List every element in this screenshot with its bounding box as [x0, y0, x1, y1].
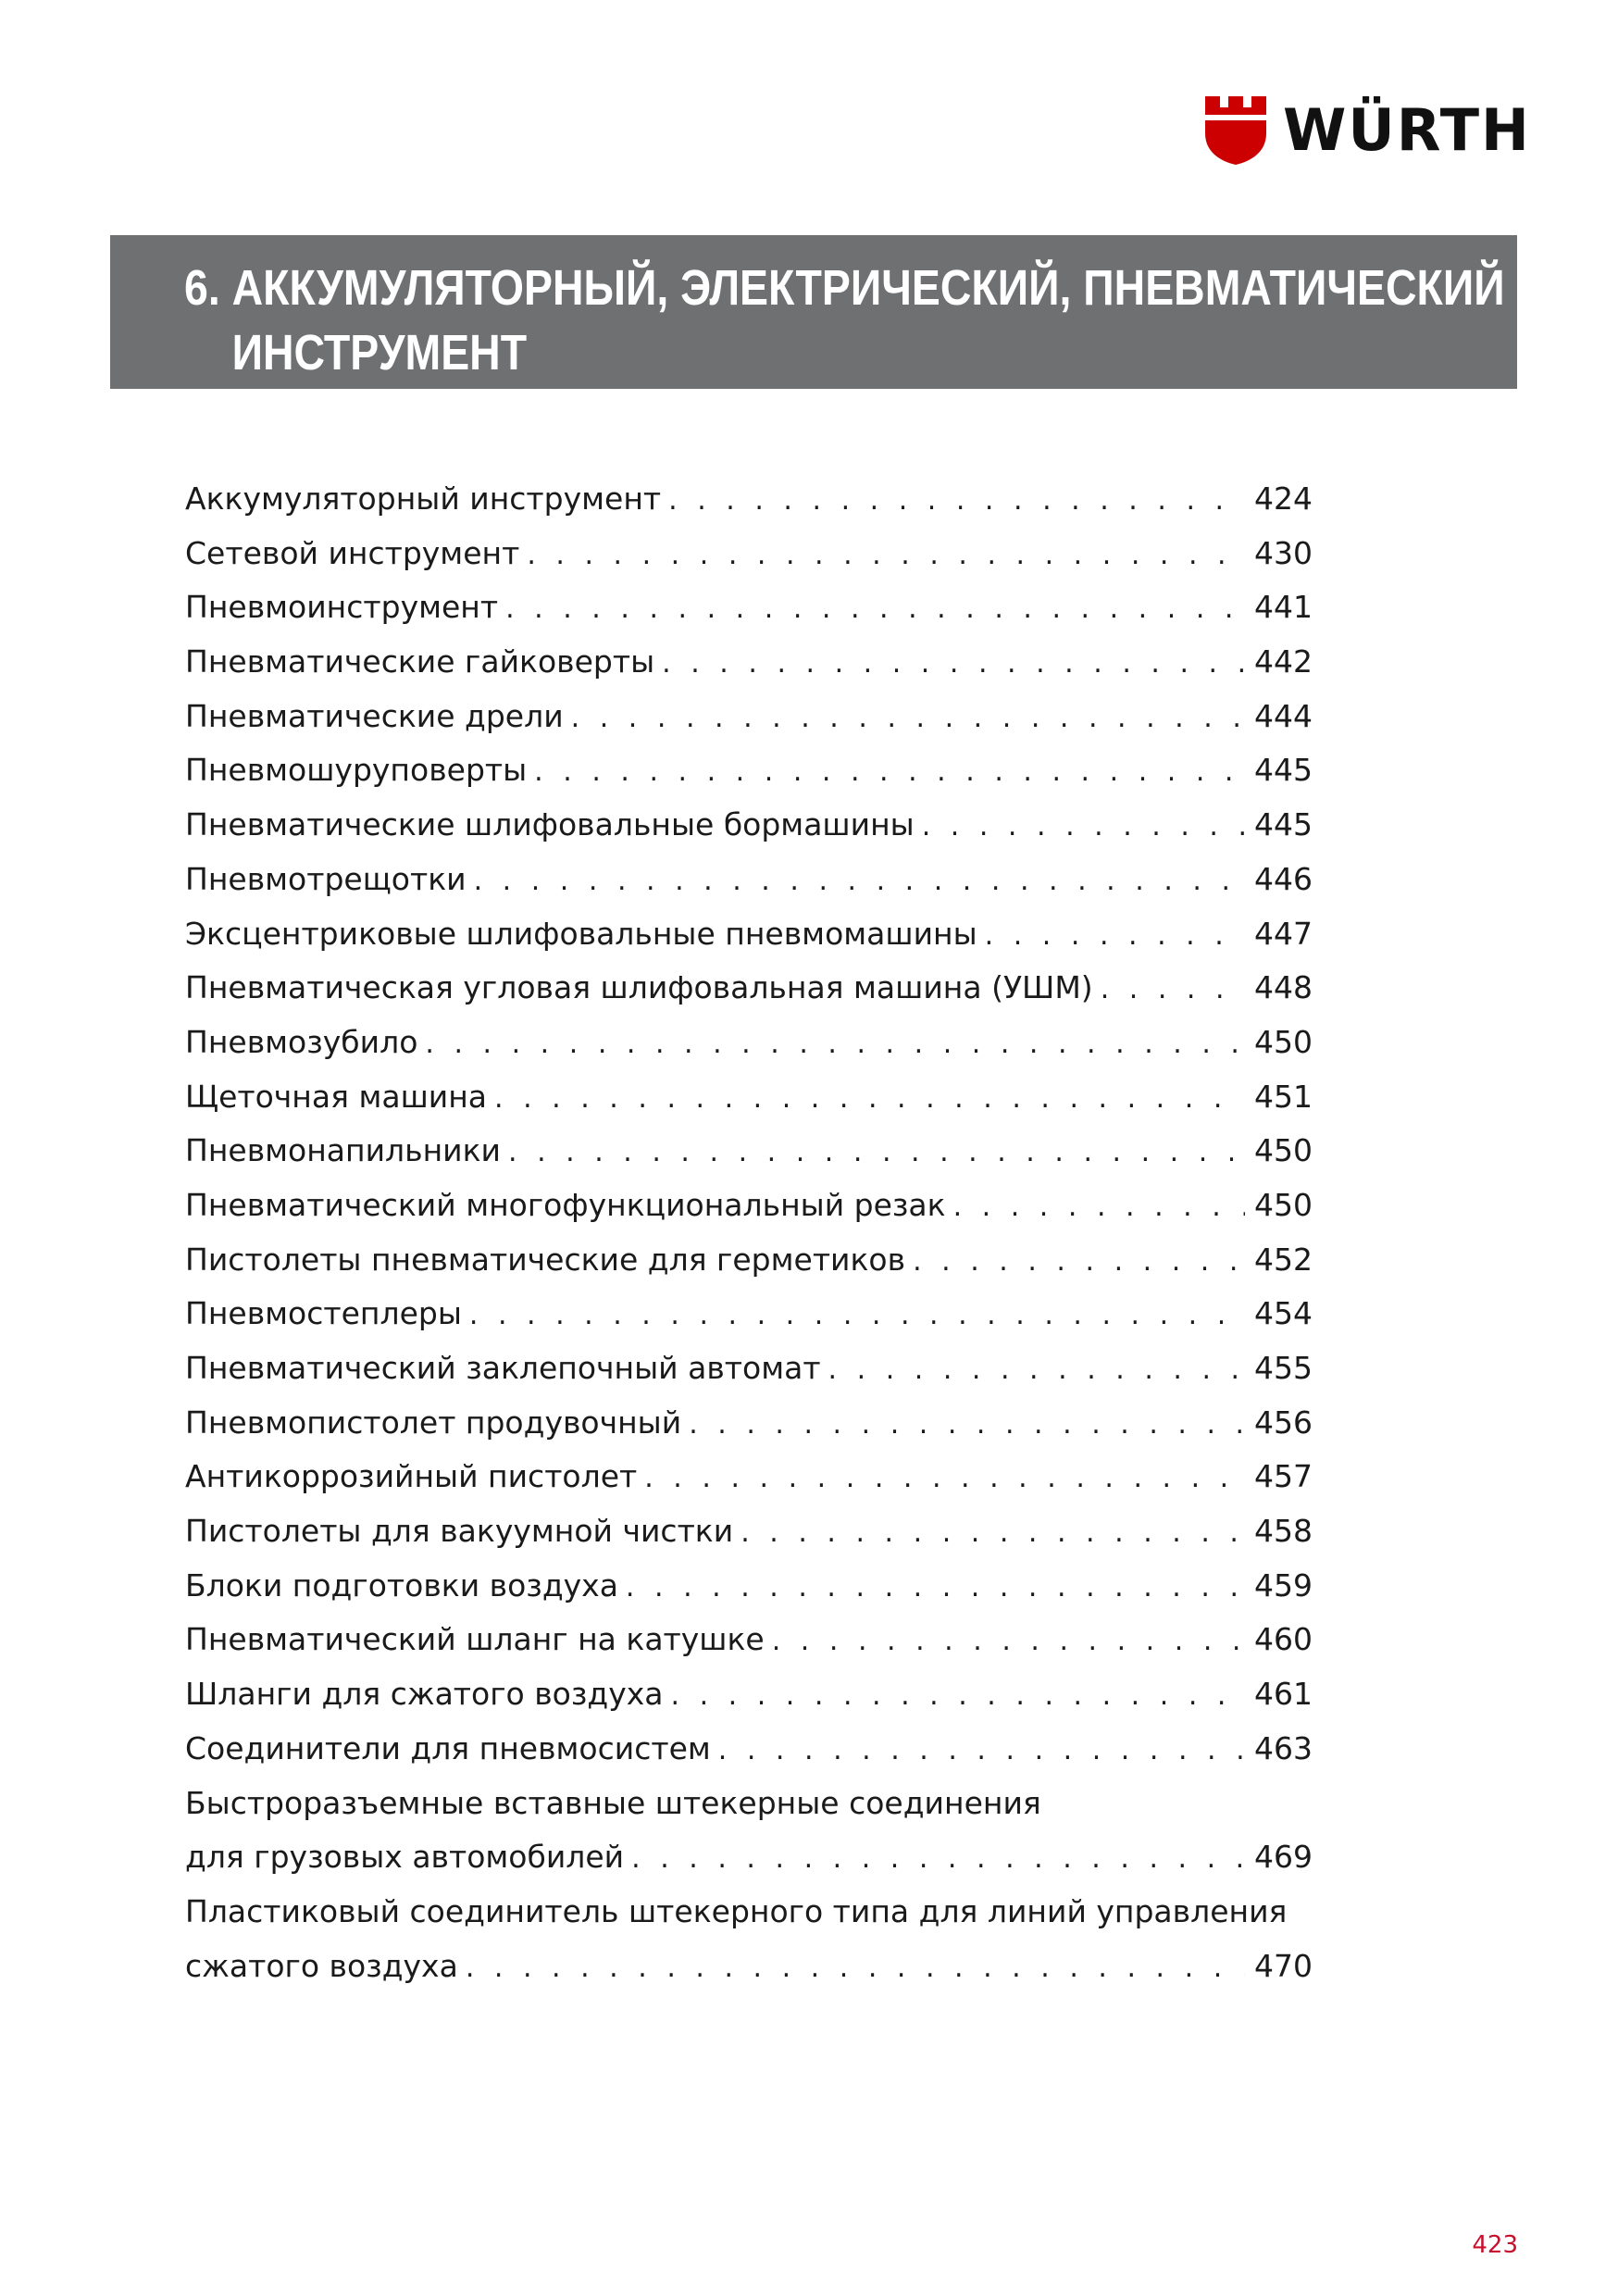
toc-entry-title: Пневматический шланг на катушке	[185, 1621, 765, 1658]
toc-dot-leader	[662, 637, 1245, 692]
toc-entry	[185, 1016, 1313, 1070]
toc-entry-page: 448	[1254, 969, 1313, 1006]
toc-entry	[185, 1777, 1313, 1831]
toc-entry	[185, 798, 1313, 853]
section-title-line-1: 6. АККУМУЛЯТОРНЫЙ, ЭЛЕКТРИЧЕСКИЙ, ПНЕВМАТИЧЕСКИЙ	[184, 260, 1505, 316]
toc-entry	[185, 1504, 1313, 1559]
section-header	[110, 235, 1517, 389]
toc-dot-leader	[718, 1724, 1245, 1778]
toc-entry-page: 470	[1254, 1947, 1313, 1984]
toc-dot-leader	[425, 1017, 1245, 1072]
toc-entry-page: 444	[1254, 697, 1313, 734]
toc-entry	[185, 1233, 1313, 1288]
toc-entry-title: Эксцентриковые шлифовальные пневмомашины	[185, 915, 977, 952]
toc-entry	[185, 1830, 1313, 1885]
table-of-contents	[185, 472, 1313, 1993]
toc-entry	[185, 1722, 1313, 1777]
toc-entry-page: 441	[1254, 589, 1313, 626]
toc-dot-leader	[772, 1615, 1245, 1669]
toc-entry-page: 445	[1254, 806, 1313, 843]
toc-dot-leader	[913, 1235, 1245, 1290]
toc-entry-page: 430	[1254, 534, 1313, 571]
section-title-line-2: ИНСТРУМЕНТ	[231, 325, 528, 381]
toc-entry	[185, 743, 1313, 798]
toc-entry-page: 447	[1254, 915, 1313, 952]
toc-dot-leader	[985, 909, 1245, 964]
toc-dot-leader	[469, 1289, 1245, 1343]
toc-entry-title: Щеточная машина	[185, 1078, 488, 1115]
toc-entry-title: Пневматические гайковерты	[185, 643, 655, 680]
wurth-logo-icon	[1205, 96, 1266, 165]
toc-entry-title: Пневмостеплеры	[185, 1295, 462, 1332]
toc-dot-leader	[668, 474, 1245, 529]
toc-entry	[185, 472, 1313, 527]
toc-entry	[185, 1396, 1313, 1451]
toc-entry-title: сжатого воздуха	[185, 1947, 458, 1984]
toc-entry-page: 451	[1254, 1078, 1313, 1115]
toc-dot-leader	[689, 1398, 1245, 1453]
toc-entry	[185, 907, 1313, 962]
toc-dot-leader	[741, 1506, 1245, 1561]
toc-entry-title: для грузовых автомобилей	[185, 1839, 625, 1876]
toc-entry	[185, 1885, 1313, 1940]
toc-entry	[185, 961, 1313, 1016]
toc-entry-page: 450	[1254, 1023, 1313, 1060]
toc-entry-title: Антикоррозийный пистолет	[185, 1458, 638, 1495]
toc-dot-leader	[631, 1832, 1245, 1887]
toc-entry-page: 461	[1254, 1676, 1313, 1713]
toc-entry-title: Пневматическая угловая шлифовальная машина (УШМ)	[185, 969, 1093, 1006]
toc-dot-leader	[527, 529, 1245, 583]
toc-dot-leader	[828, 1343, 1245, 1398]
toc-entry-title: Пневмопистолет продувочный	[185, 1404, 682, 1441]
toc-entry-title: Пневмоинструмент	[185, 589, 499, 626]
toc-entry-page: 458	[1254, 1513, 1313, 1550]
toc-entry-title: Пневмотрещотки	[185, 860, 467, 897]
toc-entry	[185, 690, 1313, 744]
toc-entry	[185, 1940, 1313, 1994]
toc-dot-leader	[508, 1126, 1245, 1180]
toc-entry-page: 469	[1254, 1839, 1313, 1876]
toc-entry-page: 452	[1254, 1241, 1313, 1278]
toc-entry-title: Пневмозубило	[185, 1023, 418, 1060]
toc-entry-title: Сетевой инструмент	[185, 534, 520, 571]
toc-entry-page: 454	[1254, 1295, 1313, 1332]
toc-entry-page: 459	[1254, 1566, 1313, 1603]
toc-entry-title: Быстроразъемные вставные штекерные соединения	[185, 1784, 1041, 1821]
toc-dot-leader	[953, 1180, 1245, 1235]
page-number: 423	[1472, 2231, 1518, 2259]
toc-entry	[185, 1124, 1313, 1179]
brand-name: WÜRTH	[1283, 96, 1531, 164]
toc-dot-leader	[505, 582, 1245, 637]
toc-entry	[185, 580, 1313, 635]
toc-entry	[185, 635, 1313, 690]
toc-entry-page: 455	[1254, 1350, 1313, 1386]
toc-entry	[185, 1559, 1313, 1614]
toc-entry-title: Соединители для пневмосистем	[185, 1729, 711, 1766]
toc-entry	[185, 1450, 1313, 1504]
toc-entry-title: Пневмошуруповерты	[185, 752, 528, 789]
toc-entry-title: Пневматические дрели	[185, 697, 564, 734]
toc-dot-leader	[626, 1561, 1245, 1616]
toc-dot-leader	[922, 800, 1245, 855]
toc-entry-page: 456	[1254, 1404, 1313, 1441]
toc-dot-leader	[1101, 963, 1245, 1017]
toc-entry-page: 460	[1254, 1621, 1313, 1658]
toc-entry-title: Пневматические шлифовальные бормашины	[185, 806, 915, 843]
toc-entry	[185, 1667, 1313, 1722]
toc-entry-title: Пневматический многофункциональный резак	[185, 1186, 946, 1223]
toc-dot-leader	[571, 692, 1245, 746]
toc-entry	[185, 853, 1313, 907]
toc-entry-title: Пластиковый соединитель штекерного типа для линий управления	[185, 1892, 1288, 1929]
toc-dot-leader	[494, 1072, 1245, 1127]
toc-entry	[185, 1070, 1313, 1125]
toc-entry-page: 450	[1254, 1186, 1313, 1223]
toc-entry	[185, 1179, 1313, 1233]
toc-entry-title: Пистолеты для вакуумной чистки	[185, 1513, 734, 1550]
toc-entry-page: 424	[1254, 480, 1313, 517]
brand-logo	[1205, 96, 1531, 165]
toc-dot-leader	[466, 1941, 1245, 1996]
toc-entry-page: 463	[1254, 1729, 1313, 1766]
toc-dot-leader	[534, 745, 1245, 800]
toc-entry-page: 457	[1254, 1458, 1313, 1495]
toc-entry-title: Пневматический заклепочный автомат	[185, 1350, 821, 1386]
section-title	[184, 256, 1505, 385]
toc-entry	[185, 1287, 1313, 1341]
toc-dot-leader	[671, 1669, 1245, 1724]
toc-entry-title: Пистолеты пневматические для герметиков	[185, 1241, 906, 1278]
toc-entry-title: Шланги для сжатого воздуха	[185, 1676, 664, 1713]
toc-entry-title: Аккумуляторный инструмент	[185, 480, 662, 517]
toc-entry-page: 450	[1254, 1132, 1313, 1169]
toc-entry	[185, 1341, 1313, 1396]
toc-dot-leader	[644, 1452, 1245, 1506]
toc-dot-leader	[474, 855, 1245, 909]
toc-entry-title: Пневмонапильники	[185, 1132, 501, 1169]
toc-entry-page: 446	[1254, 860, 1313, 897]
toc-entry-page: 442	[1254, 643, 1313, 680]
toc-entry	[185, 527, 1313, 581]
toc-entry-title: Блоки подготовки воздуха	[185, 1566, 618, 1603]
toc-entry-page: 445	[1254, 752, 1313, 789]
toc-entry	[185, 1613, 1313, 1667]
